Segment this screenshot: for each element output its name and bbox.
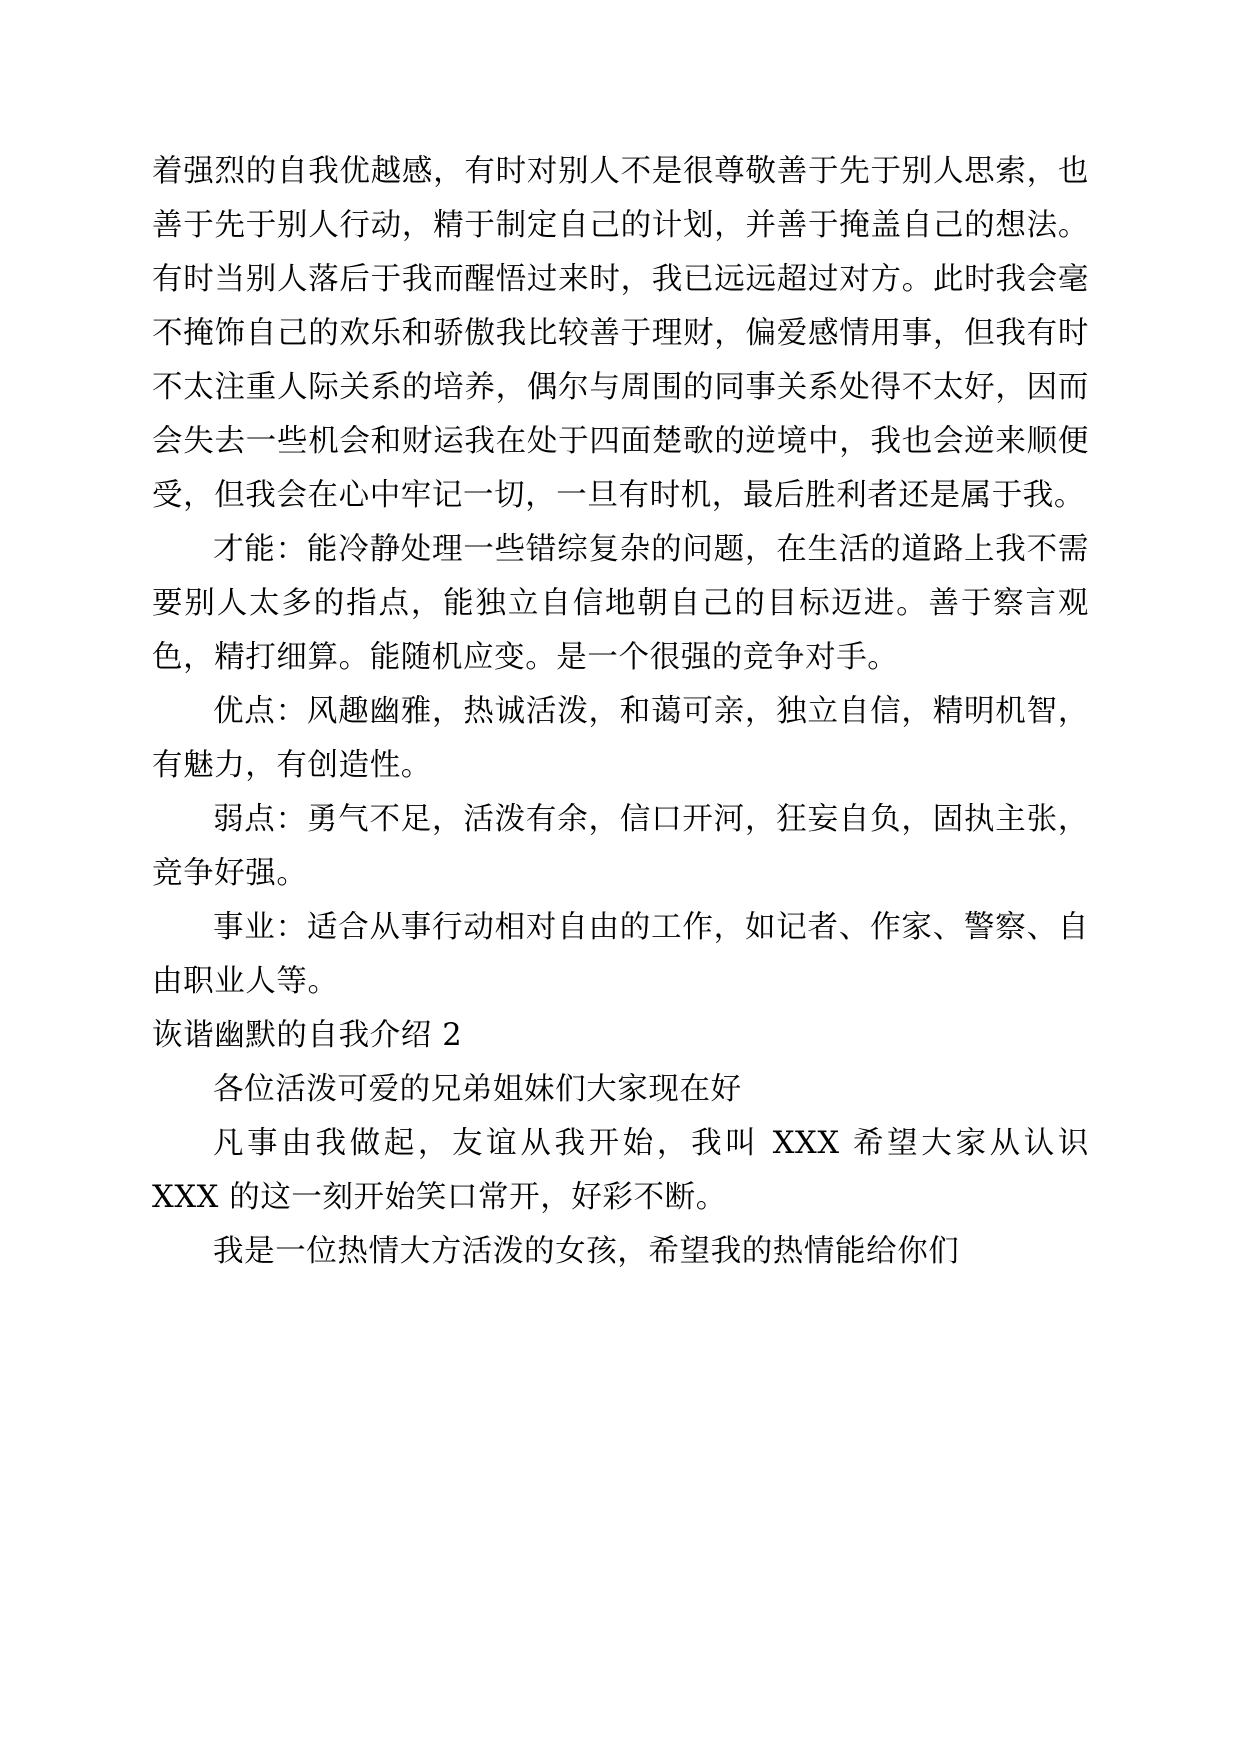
paragraph-intro-name: 凡事由我做起，友谊从我开始，我叫 XXX 希望大家从认识 XXX 的这一刻开始笑口常开，好彩不断。 xyxy=(152,1126,1089,1215)
paragraph-greeting: 各位活泼可爱的兄弟姐妹们大家现在好 xyxy=(213,1072,742,1107)
paragraph-continued: 着强烈的自我优越感，有时对别人不是很尊敬善于先于别人思索，也善于先于别人行动，精于制定自己的计划，并善于掩盖自己的想法。有时当别人落后于我而醒悟过来时，我已远远超过对方。此时我会毫不掩饰自己的欢乐和骄傲我比较善于理财，偏爱感情用事，但我有时不太注重人际关系的培养，偶尔与周围的同事关系处得不太好，因而会失去一些机会和财运我在处于四面楚歌的逆境中，我也会逆来顺便受，但我会在心中牢记一切，一旦有时机，最后胜利者还是属于我。 xyxy=(152,154,1089,513)
paragraph-strengths: 优点：风趣幽雅，热诚活泼，和蔼可亲，独立自信，精明机智，有魅力，有创造性。 xyxy=(152,694,1089,783)
section-heading: 诙谐幽默的自我介绍 2 xyxy=(152,1018,463,1053)
paragraph-intro-girl: 我是一位热情大方活泼的女孩，希望我的热情能给你们 xyxy=(213,1234,960,1269)
paragraph-talent: 才能：能冷静处理一些错综复杂的问题，在生活的道路上我不需要别人太多的指点，能独立自信地朝自己的目标迈进。善于察言观色，精打细算。能随机应变。是一个很强的竞争对手。 xyxy=(152,532,1089,675)
paragraph-career: 事业：适合从事行动相对自由的工作，如记者、作家、警察、自由职业人等。 xyxy=(152,910,1089,999)
document-body xyxy=(152,145,1089,1279)
paragraph-weaknesses: 弱点：勇气不足，活泼有余，信口开河，狂妄自负，固执主张，竞争好强。 xyxy=(152,802,1089,891)
